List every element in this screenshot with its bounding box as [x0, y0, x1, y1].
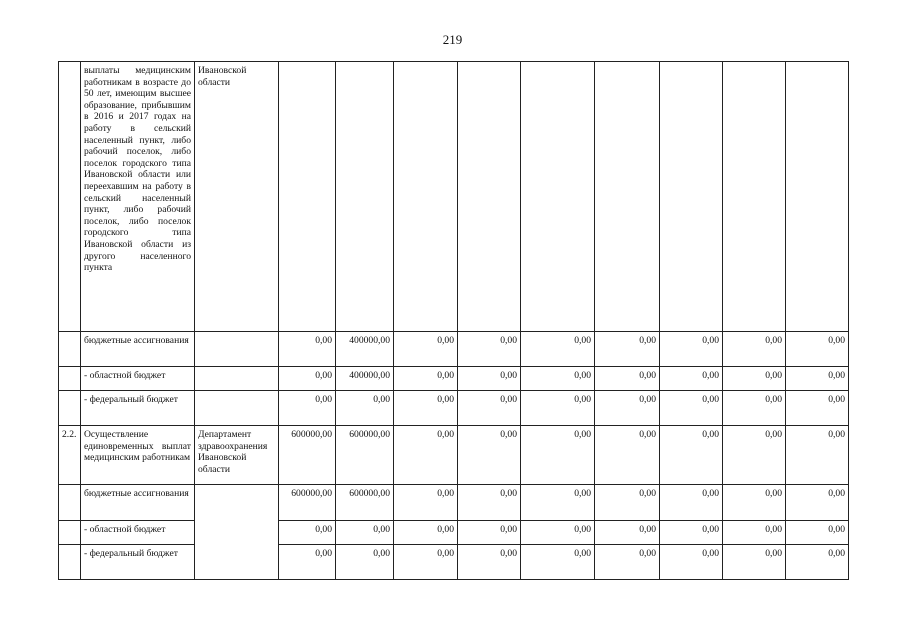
value-cell: 0,00: [786, 521, 849, 545]
value-cell: 0,00: [595, 521, 660, 545]
row-name: Осуществление единовременных выплат медицинским работникам: [81, 426, 195, 485]
row-executor: [195, 332, 279, 367]
value-cell: 0,00: [786, 426, 849, 485]
value-cell: 0,00: [336, 391, 394, 426]
value-cell: 0,00: [786, 485, 849, 521]
value-cell: 0,00: [458, 391, 521, 426]
value-cell: 400000,00: [336, 367, 394, 391]
value-cell: 0,00: [279, 332, 336, 367]
value-cell: 0,00: [521, 545, 595, 580]
value-cell: 0,00: [458, 426, 521, 485]
value-cell: 0,00: [521, 485, 595, 521]
value-cell: 0,00: [660, 426, 723, 485]
value-cell: 0,00: [595, 367, 660, 391]
row-executor: [195, 485, 279, 580]
row-name: - федеральный бюджет: [81, 391, 195, 426]
value-cell: 0,00: [786, 367, 849, 391]
value-cell: 0,00: [336, 545, 394, 580]
value-cell: 0,00: [723, 545, 786, 580]
row-index: [59, 545, 81, 580]
row-index: [59, 367, 81, 391]
value-cell: 0,00: [521, 332, 595, 367]
value-cell: 0,00: [394, 332, 458, 367]
table-row: [59, 62, 849, 332]
value-cell: 600000,00: [279, 485, 336, 521]
value-cell: 0,00: [521, 521, 595, 545]
value-cell: 0,00: [660, 332, 723, 367]
row-index: [59, 391, 81, 426]
value-cell: 0,00: [595, 485, 660, 521]
value-cell: 0,00: [660, 545, 723, 580]
value-cell: 0,00: [336, 521, 394, 545]
value-cell: [394, 62, 458, 332]
row-name: - областной бюджет: [81, 367, 195, 391]
value-cell: [786, 62, 849, 332]
value-cell: 0,00: [394, 521, 458, 545]
row-executor: Департамент здравоохранения Ивановской области: [195, 426, 279, 485]
value-cell: 0,00: [786, 332, 849, 367]
row-index: [59, 485, 81, 521]
value-cell: 0,00: [458, 485, 521, 521]
value-cell: 0,00: [521, 426, 595, 485]
value-cell: [660, 62, 723, 332]
value-cell: 0,00: [394, 367, 458, 391]
row-executor: Ивановской области: [195, 62, 279, 332]
value-cell: [458, 62, 521, 332]
value-cell: [521, 62, 595, 332]
row-name: - федеральный бюджет: [81, 545, 195, 580]
budget-table: [58, 61, 849, 580]
value-cell: 0,00: [279, 521, 336, 545]
value-cell: 0,00: [595, 391, 660, 426]
row-executor: [195, 367, 279, 391]
value-cell: 0,00: [723, 521, 786, 545]
value-cell: 0,00: [279, 391, 336, 426]
value-cell: 0,00: [595, 332, 660, 367]
row-index: [59, 332, 81, 367]
value-cell: 0,00: [660, 391, 723, 426]
value-cell: 400000,00: [336, 332, 394, 367]
value-cell: 0,00: [458, 521, 521, 545]
value-cell: 0,00: [660, 367, 723, 391]
table-row: [59, 332, 849, 367]
value-cell: 0,00: [723, 332, 786, 367]
value-cell: 0,00: [521, 367, 595, 391]
value-cell: [723, 62, 786, 332]
value-cell: 0,00: [786, 391, 849, 426]
value-cell: [595, 62, 660, 332]
value-cell: 0,00: [595, 545, 660, 580]
value-cell: 0,00: [394, 545, 458, 580]
value-cell: 0,00: [723, 391, 786, 426]
value-cell: 0,00: [660, 521, 723, 545]
table-row: [59, 367, 849, 391]
value-cell: 0,00: [723, 426, 786, 485]
row-name: бюджетные ассигнования: [81, 485, 195, 521]
value-cell: 0,00: [786, 545, 849, 580]
row-name: выплаты медицинским работникам в возрасте до 50 лет, имеющим высшее образование, прибывшим в 2016 и 2017 годах на работу в сельский населенный пункт, либо рабочий поселок, либо поселок городского типа Ивановской области или переехавшим на работу в сельский населенный пункт, либо рабочий поселок, либо поселок городского типа Ивановской области из другого населенного пункта: [81, 62, 195, 332]
value-cell: 600000,00: [336, 426, 394, 485]
value-cell: 600000,00: [279, 426, 336, 485]
value-cell: 0,00: [394, 426, 458, 485]
value-cell: 0,00: [279, 367, 336, 391]
value-cell: 600000,00: [336, 485, 394, 521]
value-cell: [336, 62, 394, 332]
row-index: [59, 62, 81, 332]
value-cell: 0,00: [279, 545, 336, 580]
value-cell: 0,00: [394, 391, 458, 426]
value-cell: 0,00: [723, 485, 786, 521]
value-cell: 0,00: [458, 545, 521, 580]
value-cell: 0,00: [521, 391, 595, 426]
table-row: [59, 521, 849, 545]
row-executor: [195, 391, 279, 426]
table-row: [59, 485, 849, 521]
row-index: 2.2.: [59, 426, 81, 485]
page-number: 219: [442, 32, 463, 47]
value-cell: 0,00: [660, 485, 723, 521]
value-cell: 0,00: [595, 426, 660, 485]
value-cell: 0,00: [458, 367, 521, 391]
row-name: бюджетные ассигнования: [81, 332, 195, 367]
value-cell: 0,00: [458, 332, 521, 367]
table-row: [59, 426, 849, 485]
value-cell: 0,00: [394, 485, 458, 521]
table-row: [59, 545, 849, 580]
table-row: [59, 391, 849, 426]
value-cell: 0,00: [723, 367, 786, 391]
row-index: [59, 521, 81, 545]
value-cell: [279, 62, 336, 332]
row-name: - областной бюджет: [81, 521, 195, 545]
